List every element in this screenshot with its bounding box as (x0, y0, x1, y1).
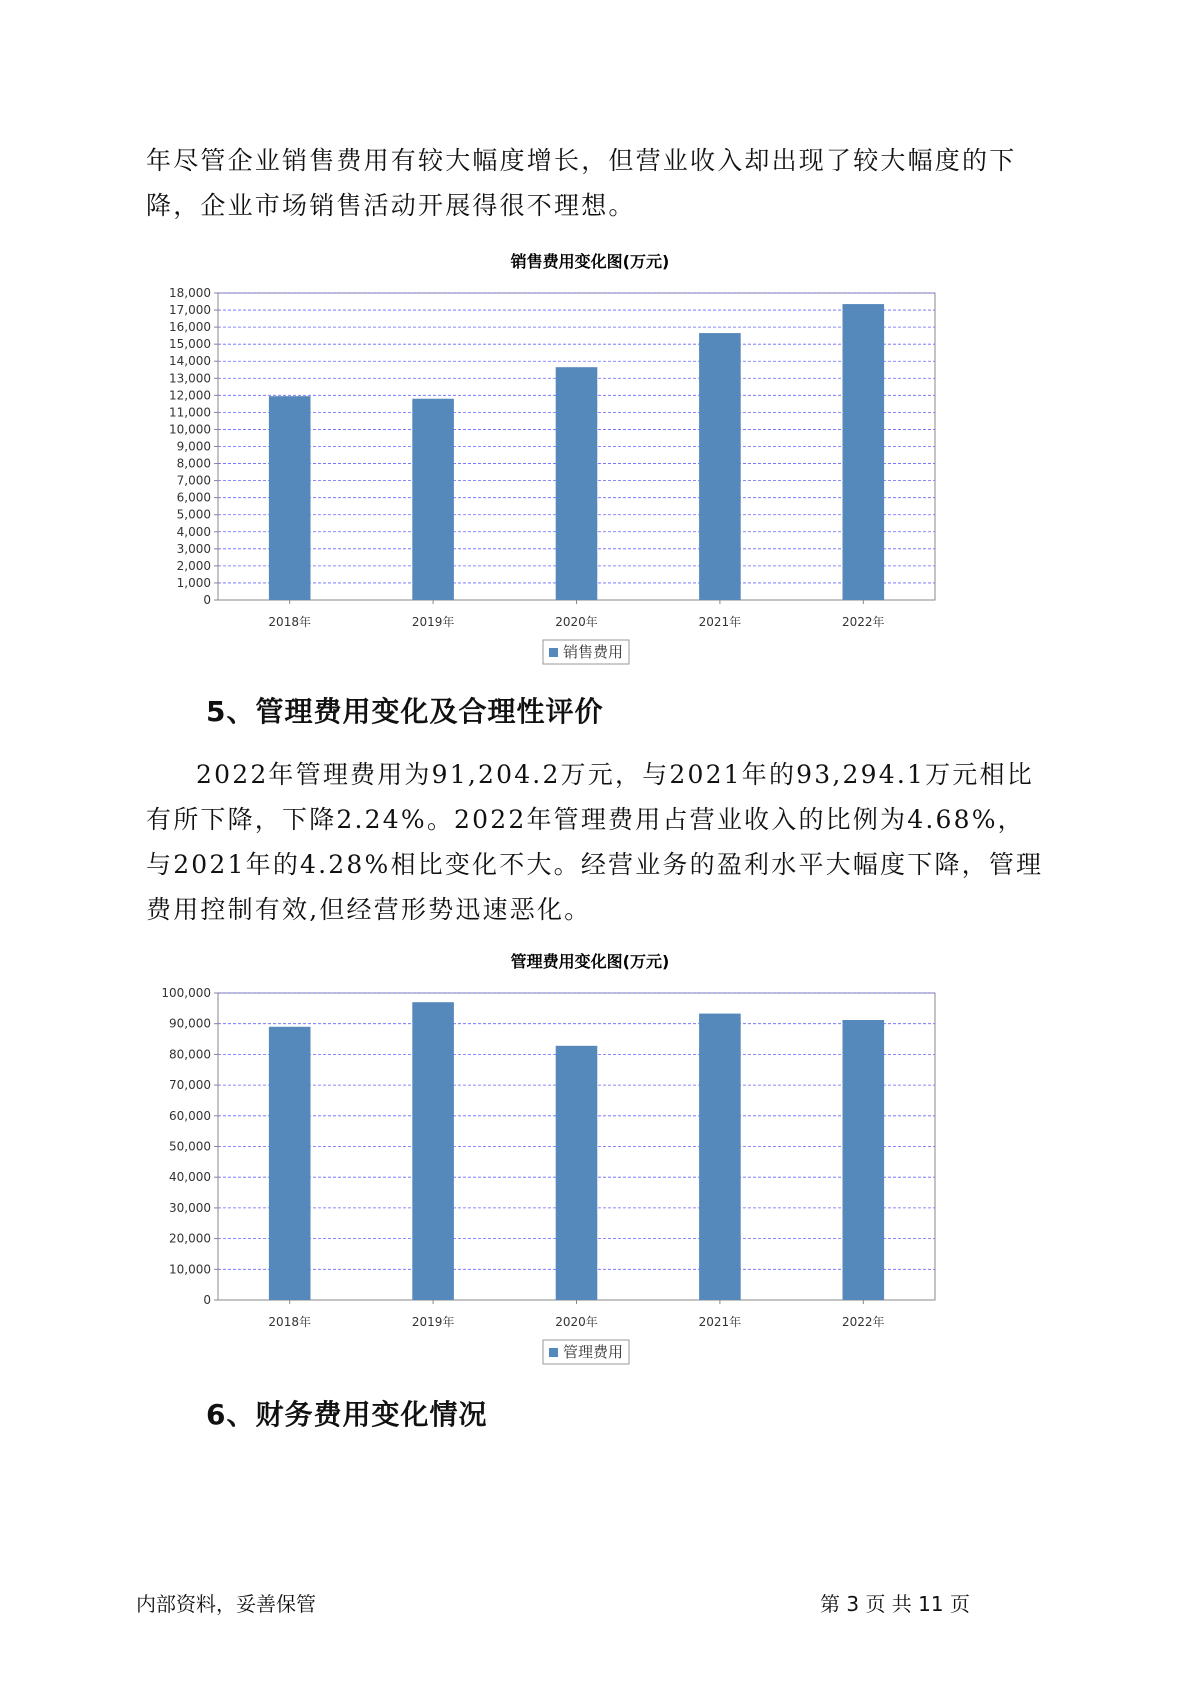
legend-swatch (549, 1348, 558, 1357)
bar (269, 396, 311, 600)
y-tick-label: 8,000 (176, 456, 211, 471)
footer-page-number: 第 3 页 共 11 页 (820, 1592, 970, 1616)
y-tick-label: 16,000 (169, 320, 211, 335)
x-tick-label: 2021年 (698, 615, 742, 629)
y-tick-label: 7,000 (176, 473, 211, 488)
legend (543, 640, 629, 664)
y-tick-label: 70,000 (169, 1078, 211, 1093)
legend-label: 销售费用 (563, 643, 624, 661)
y-tick-label: 1,000 (176, 575, 211, 590)
bar (556, 367, 598, 600)
y-tick-label: 15,000 (169, 337, 211, 352)
y-tick-label: 4,000 (176, 524, 211, 539)
y-tick-label: 17,000 (169, 303, 211, 318)
y-tick-label: 2,000 (176, 558, 211, 573)
chart-title: 销售费用变化图(万元) (510, 252, 670, 271)
y-tick-label: 90,000 (169, 1016, 211, 1031)
y-tick-label: 9,000 (176, 439, 211, 454)
x-tick-label: 2022年 (842, 615, 885, 629)
x-tick-label: 2021年 (698, 1315, 742, 1329)
y-tick-label: 3,000 (176, 541, 211, 556)
y-tick-label: 30,000 (169, 1200, 211, 1215)
legend-label: 管理费用 (563, 1343, 624, 1361)
x-tick-label: 2019年 (411, 1315, 455, 1329)
bar (269, 1027, 311, 1300)
y-tick-label: 50,000 (169, 1139, 211, 1154)
bar (699, 1014, 741, 1300)
y-tick-label: 40,000 (169, 1170, 211, 1185)
x-tick-label: 2019年 (411, 615, 455, 629)
admin-expense-chart (160, 945, 1020, 1370)
footer-confidential: 内部资料，妥善保管 (136, 1592, 316, 1616)
y-tick-label: 11,000 (169, 405, 211, 420)
sales-expense-chart-svg (160, 245, 1020, 670)
y-tick-label: 10,000 (169, 422, 211, 437)
section5-heading: 5、管理费用变化及合理性评价 (206, 695, 604, 728)
x-tick-label: 2020年 (555, 615, 598, 629)
section5-paragraph: 2022年管理费用为91,204.2万元，与2021年的93,294.1万元相比有所下降，下降2.24%。2022年管理费用占营业收入的比例为4.68%，与2021年的4.28%相比变化不大。经营业务的盈利水平大幅度下降，管理费用控制有效,但经营形势迅速恶化。 (146, 760, 1044, 924)
y-tick-label: 12,000 (169, 388, 211, 403)
intro-paragraph: 年尽管企业销售费用有较大幅度增长，但营业收入却出现了较大幅度的下降，企业市场销售活动开展得很不理想。 (146, 146, 1017, 220)
y-tick-label: 10,000 (169, 1262, 211, 1277)
y-tick-label: 18,000 (169, 286, 211, 300)
y-tick-label: 80,000 (169, 1047, 211, 1062)
x-tick-label: 2020年 (555, 1315, 598, 1329)
section6-heading: 6、财务费用变化情况 (206, 1398, 488, 1431)
y-tick-label: 0 (203, 1293, 211, 1307)
sales-expense-chart (160, 245, 1020, 670)
admin-expense-chart-svg (160, 945, 1020, 1370)
bar (843, 1020, 885, 1300)
y-tick-label: 0 (203, 593, 211, 607)
legend-swatch (549, 648, 558, 657)
y-tick-label: 13,000 (169, 371, 211, 386)
legend (543, 1340, 629, 1364)
x-tick-label: 2018年 (268, 1315, 311, 1329)
bar (412, 1002, 454, 1300)
x-tick-label: 2022年 (842, 1315, 885, 1329)
y-tick-label: 20,000 (169, 1231, 211, 1246)
bar (412, 399, 454, 600)
y-tick-label: 5,000 (176, 507, 211, 522)
chart-title: 管理费用变化图(万元) (510, 952, 670, 971)
y-tick-label: 60,000 (169, 1108, 211, 1123)
y-tick-label: 6,000 (176, 490, 211, 505)
y-tick-label: 14,000 (169, 354, 211, 369)
bar (699, 333, 741, 600)
bar (843, 304, 885, 600)
bar (556, 1046, 598, 1300)
x-tick-label: 2018年 (268, 615, 311, 629)
y-tick-label: 100,000 (161, 986, 211, 1000)
